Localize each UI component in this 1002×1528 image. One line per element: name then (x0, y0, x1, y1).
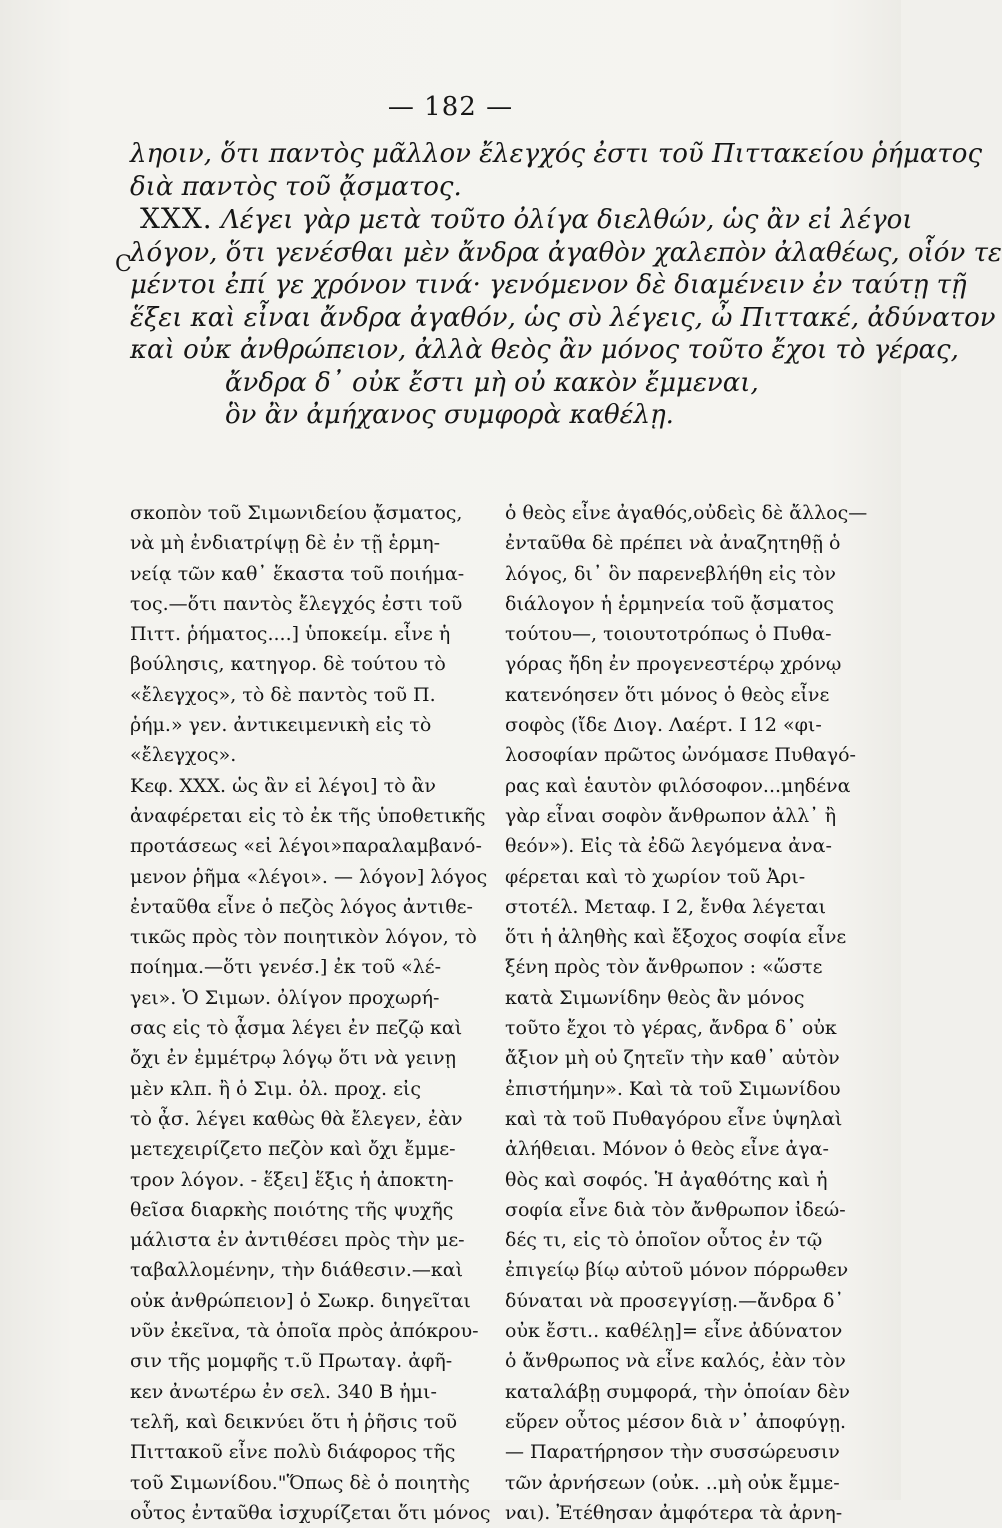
commentary-line: τελῆ, καὶ δεικνύει ὅτι ἡ ῥῆσις τοῦ (130, 1410, 458, 1433)
commentary-line: σιν τῆς μομφῆς τ.ῦ Πρωταγ. ἀφῆ- (130, 1350, 453, 1373)
commentary-line: Κεφ. XXX. ὡς ἂν εἰ λέγοι] τὸ ἂν (130, 774, 436, 797)
commentary-line: σκοπὸν τοῦ Σιμωνιδείου ᾄσματος, (130, 502, 463, 524)
commentary-line: γόρας ἤδη ἐν προγενεστέρῳ χρόνῳ (505, 653, 842, 676)
commentary-line: οὗτος ἐνταῦθα ἰσχυρίζεται ὅτι μόνος (130, 1501, 491, 1524)
page-number: — 182 — (387, 92, 514, 122)
commentary-line: ἐνταῦθα εἶνε ὁ πεζὸς λόγος ἀντιθε- (130, 895, 473, 918)
commentary-line: οὐκ ἔστι.. καθέλῃ]= εἶνε ἀδύνατον (505, 1320, 843, 1343)
commentary-line: ξένη πρὸς τὸν ἄνθρωπον : «ὥστε (505, 956, 823, 979)
commentary-line: σοφὸς (ἴδε Διογ. Λαέρτ. Ι 12 «φι- (505, 714, 822, 737)
commentary-line: δές τι, εἰς τὸ ὁποῖον οὗτος ἐν τῷ (505, 1229, 823, 1252)
main-text-line: καὶ οὐκ ἀνθρώπειον, ἀλλὰ θεὸς ἂν μόνος τοῦτο ἔχοι τὸ γέρας, (130, 335, 959, 365)
margin-section-letter: C (115, 252, 132, 277)
commentary-line: τοῦτο ἔχοι τὸ γέρας, ἄνδρα δ᾽ οὐκ (505, 1017, 837, 1040)
commentary-line: σοφία εἶνε διὰ τὸν ἄνθρωπον ἰδεώ- (505, 1198, 846, 1221)
commentary-column-left (130, 498, 491, 1528)
commentary-line: καὶ τὰ τοῦ Πυθαγόρου εἶνε ὑψηλαὶ (505, 1107, 843, 1130)
commentary-line: λοσοφίαν πρῶτος ὠνόμασε Πυθαγό- (505, 744, 856, 767)
commentary-line: ἀλήθειαι. Μόνον ὁ θεὸς εἶνε ἀγα- (505, 1138, 829, 1161)
commentary-line: γὰρ εἶναι σοφὸν ἄνθρωπον ἀλλ᾽ ἢ (505, 804, 837, 827)
commentary-line: ὁ ἄνθρωπος νὰ εἶνε καλός, ἐὰν τὸν (505, 1350, 846, 1373)
commentary-line: διάλογον ἡ ἑρμηνεία τοῦ ᾄσματος (505, 592, 834, 615)
commentary-line: μετεχειρίζετο πεζὸν καὶ ὄχι ἔμμε- (130, 1138, 456, 1161)
commentary-line: μενον ῥῆμα «λέγοι». — λόγον] λόγος (130, 865, 488, 888)
commentary-line: εὕρεν οὗτος μέσον διὰ ν᾽ ἀποφύγῃ. (505, 1410, 847, 1433)
commentary-column-right (505, 498, 868, 1528)
commentary-line: τὸ ᾆσ. λέγει καθὼς θὰ ἔλεγεν, ἐὰν (130, 1107, 463, 1130)
commentary-line: θὸς καὶ σοφός. Ἡ ἀγαθότης καὶ ἡ (505, 1168, 828, 1191)
commentary-line: ἐνταῦθα δὲ πρέπει νὰ ἀναζητηθῇ ὁ (505, 532, 841, 555)
main-text-line: διὰ παντὸς τοῦ ᾄσματος. (130, 171, 462, 202)
commentary-line: κεν ἀνωτέρω ἐν σελ. 340 Β ἡμι- (130, 1380, 437, 1403)
commentary-line: ναι). Ἐτέθησαν ἀμφότερα τὰ ἀρνη- (505, 1501, 843, 1524)
commentary-line: νείᾳ τῶν καθ᾽ ἕκαστα τοῦ ποιήμα- (130, 562, 465, 585)
commentary-line: φέρεται καὶ τὸ χωρίον τοῦ Ἀρι- (505, 865, 806, 888)
commentary-line: θεόν»). Εἰς τὰ ἐδῶ λεγόμενα ἀνα- (505, 835, 832, 858)
commentary-line: μὲν κλπ. ἢ ὁ Σιμ. ὀλ. προχ. εἰς (130, 1077, 422, 1100)
commentary-line: ρας καὶ ἑαυτὸν φιλόσοφον...μηδένα (505, 774, 851, 797)
commentary-line: σας εἰς τὸ ᾆσμα λέγει ἐν πεζῷ καὶ (130, 1017, 463, 1040)
commentary-line: ῥήμ.» γεν. ἀντικειμενικὴ εἰς τὸ (130, 714, 432, 737)
commentary-line: — Παρατήρησον τὴν συσσώρευσιν (505, 1441, 840, 1464)
commentary-line: ἐπιστήμην». Καὶ τὰ τοῦ Σιμωνίδου (505, 1077, 841, 1100)
commentary-line: ὄχι ἐν ἐμμέτρῳ λόγῳ ὅτι νὰ γεινῃ (130, 1047, 456, 1070)
main-text-line: μέντοι ἐπί γε χρόνον τινά· γενόμενον δὲ διαμένειν ἐν ταύτῃ τῇ (130, 270, 967, 300)
main-text-line: ἕξει καὶ εἶναι ἄνδρα ἀγαθόν, ὡς σὺ λέγεις, ὦ Πιττακέ, ἀδύνατον (130, 302, 996, 333)
commentary-line: κατὰ Σιμωνίδην θεὸς ἂν μόνος (505, 986, 805, 1009)
commentary-line: δύναται νὰ προσεγγίσῃ.—ἄνδρα δ᾽ (505, 1289, 844, 1312)
verse-line: ὃν ἂν ἀμήχανος συμφορὰ καθέλῃ. (225, 400, 674, 430)
commentary-line: λόγος, δι᾽ ὃν παρενεβλήθη εἰς τὸν (505, 562, 836, 585)
commentary-line: κατενόησεν ὅτι μόνος ὁ θεὸς εἶνε (505, 683, 830, 706)
commentary-line: θεῖσα διαρκὴς ποιότης τῆς ψυχῆς (130, 1198, 454, 1221)
commentary-line: Πιττακοῦ εἶνε πολὺ διάφορος τῆς (130, 1441, 456, 1464)
commentary-line: τούτου—, τοιουτοτρόπως ὁ Πυθα- (505, 623, 832, 646)
commentary-line: τῶν ἀρνήσεων (οὐκ. ..μὴ οὐκ ἔμμε- (505, 1471, 840, 1494)
section-heading: XXX. (140, 202, 213, 235)
main-greek-text (130, 138, 1002, 432)
commentary-line: νῦν ἐκεῖνα, τὰ ὁποῖα πρὸς ἀπόκρου- (130, 1320, 479, 1343)
commentary-line: τοῦ Σιμωνίδου."Ὅπως δὲ ὁ ποιητὴς (130, 1471, 470, 1494)
commentary-line: Πιττ. ῥήματος....] ὑποκείμ. εἶνε ἡ (130, 623, 451, 646)
commentary-line: στοτέλ. Μεταφ. Ι 2, ἔνθα λέγεται (505, 895, 827, 918)
commentary-line: τρον λόγον. - ἕξει] ἕξις ἡ ἀποκτη- (130, 1168, 454, 1191)
commentary-line: ποίημα.—ὅτι γενέσ.] ἐκ τοῦ «λέ- (130, 956, 442, 979)
verse-line: ἄνδρα δ᾽ οὐκ ἔστι μὴ οὐ κακὸν ἔμμεναι, (225, 367, 759, 398)
commentary-line: ταβαλλομένην, τὴν διάθεσιν.—καὶ (130, 1259, 464, 1282)
commentary-line: ἐπιγείῳ βίῳ αὐτοῦ μόνον πόρρωθεν (505, 1259, 849, 1282)
commentary-line: ἄξιον μὴ οὐ ζητεῖν τὴν καθ᾽ αὑτὸν (505, 1047, 840, 1070)
commentary-line: οὐκ ἀνθρώπειον] ὁ Σωκρ. διηγεῖται (130, 1289, 471, 1312)
main-text-line: λόγον, ὅτι γενέσθαι μὲν ἄνδρα ἀγαθὸν χαλεπὸν ἀλαθέως, οἷόν τε (130, 237, 1002, 268)
commentary-line: ὁ θεὸς εἶνε ἀγαθός,οὐδεὶς δὲ ἄλλος— (505, 502, 868, 524)
main-text-line-content: Λέγει γὰρ μετὰ τοῦτο ὀλίγα διελθών, ὡς ἂν εἰ λέγοι (220, 205, 913, 235)
commentary-line: καταλάβῃ συμφορά, τὴν ὁποίαν δὲν (505, 1380, 850, 1403)
commentary-line: γει». Ὁ Σιμων. ὀλίγον προχωρή- (130, 986, 440, 1009)
commentary-line: τος.—ὅτι παντὸς ἔλεγχός ἐστι τοῦ (130, 592, 463, 615)
commentary-line: μάλιστα ἐν ἀντιθέσει πρὸς τὴν με- (130, 1229, 465, 1252)
main-text-line (130, 202, 913, 237)
commentary-line: ἀναφέρεται εἰς τὸ ἐκ τῆς ὑποθετικῆς (130, 804, 486, 827)
commentary-line: «ἔλεγχος», τὸ δὲ παντὸς τοῦ Π. (130, 683, 436, 706)
commentary-line: «ἔλεγχος». (130, 744, 237, 767)
commentary-line: τικῶς πρὸς τὸν ποιητικὸν λόγον, τὸ (130, 926, 477, 949)
commentary-line: νὰ μὴ ἐνδιατρίψῃ δὲ ἐν τῇ ἑρμη- (130, 532, 441, 555)
commentary-line: ὅτι ἡ ἀληθὴς καὶ ἔξοχος σοφία εἶνε (505, 926, 847, 949)
main-text-line: ληοιν, ὅτι παντὸς μᾶλλον ἔλεγχός ἐστι τοῦ Πιττακείου ῥήματος (130, 139, 983, 169)
commentary-line: προτάσεως «εἰ λέγοι»παραλαμβανό- (130, 835, 482, 858)
commentary-line: βούλησις, κατηγορ. δὲ τούτου τὸ (130, 653, 446, 676)
